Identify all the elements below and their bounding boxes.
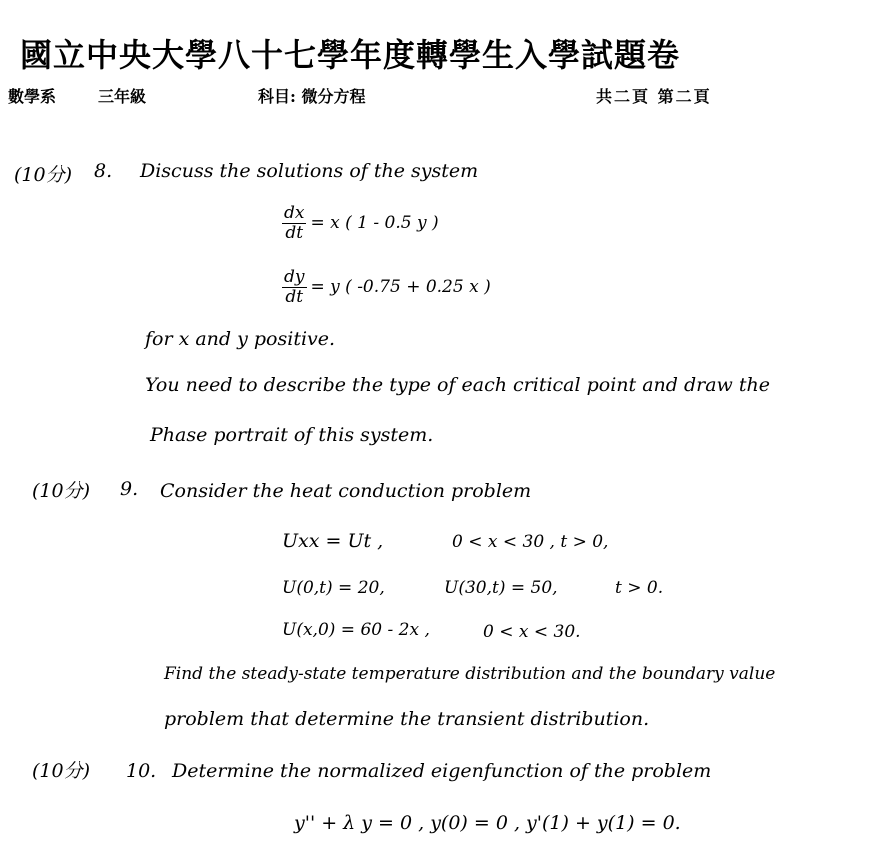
q8-eq2-fraction <box>282 268 307 306</box>
grade-label: 三年級 <box>98 87 147 106</box>
q8-eq2-denominator: dt <box>285 286 304 307</box>
q8-score: (10分) <box>14 164 73 186</box>
q10-equation: y'' + λ y = 0 , y(0) = 0 , y'(1) + y(1) = 0. <box>294 812 681 834</box>
q8-task-line-1: You need to describe the type of each critical point and draw the <box>145 374 770 396</box>
q9-boundary-condition-1: U(0,t) = 20, <box>282 578 385 598</box>
q9-pde: Uxx = Ut , <box>282 530 384 552</box>
q8-eq1-rhs: = x ( 1 - 0.5 y ) <box>310 213 439 234</box>
q8-task-line-2: Phase portrait of this system. <box>150 424 434 446</box>
q9-pde-domain: 0 < x < 30 , t > 0, <box>452 532 609 552</box>
q9-intro: Consider the heat conduction problem <box>160 480 532 502</box>
page-count-label: 共二頁 第二頁 <box>596 87 712 106</box>
q9-initial-condition: U(x,0) = 60 - 2x , <box>282 620 430 640</box>
q8-condition: for x and y positive. <box>145 328 336 350</box>
q9-score: (10分) <box>32 480 91 502</box>
q9-task-line-2: problem that determine the transient distribution. <box>164 708 650 730</box>
q8-equation-1 <box>282 204 439 242</box>
q9-boundary-domain: t > 0. <box>615 578 664 598</box>
q8-eq1-denominator: dt <box>285 222 304 243</box>
q8-number: 8. <box>94 160 113 182</box>
q9-task-line-1: Find the steady-state temperature distribution and the boundary value <box>164 664 776 684</box>
q8-eq2-rhs: = y ( -0.75 + 0.25 x ) <box>310 277 491 298</box>
q10-intro: Determine the normalized eigenfunction of the problem <box>172 760 712 782</box>
q8-eq1-numerator: dx <box>284 203 305 223</box>
q8-eq1-fraction <box>282 204 306 242</box>
exam-title: 國立中央大學八十七學年度轉學生入學試題卷 <box>20 36 681 74</box>
q10-number: 10. <box>126 760 157 782</box>
q9-boundary-condition-2: U(30,t) = 50, <box>444 578 558 598</box>
department-label: 數學系 <box>8 87 57 106</box>
q9-initial-domain: 0 < x < 30. <box>483 622 581 642</box>
q8-equation-2 <box>282 268 491 306</box>
q10-score: (10分) <box>32 760 91 782</box>
q8-eq2-numerator: dy <box>284 267 305 287</box>
q9-number: 9. <box>120 478 139 500</box>
subject-label: 科目: 微分方程 <box>258 87 366 106</box>
q8-intro: Discuss the solutions of the system <box>140 160 479 182</box>
